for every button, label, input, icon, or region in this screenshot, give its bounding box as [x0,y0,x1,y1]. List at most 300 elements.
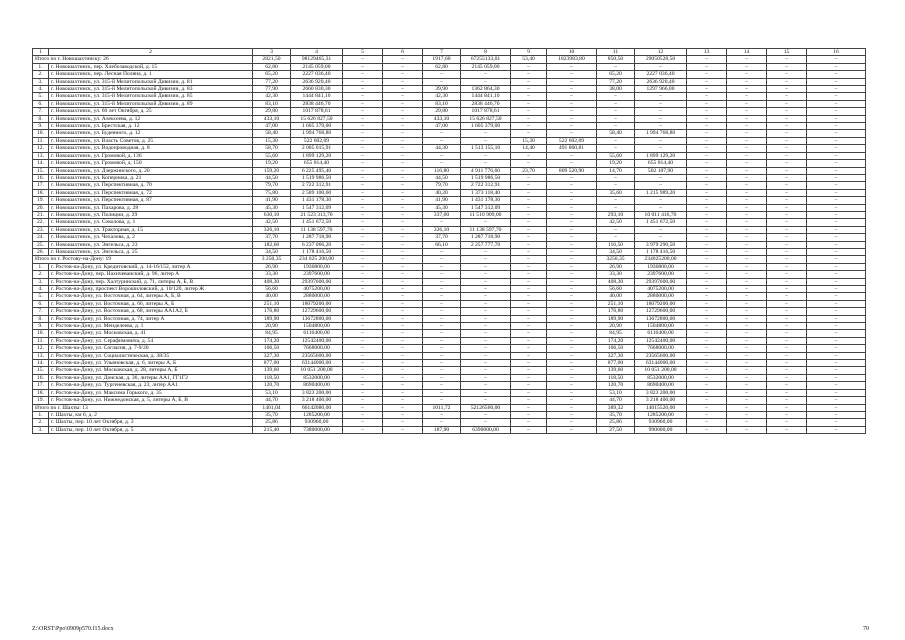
table-cell: – [383,219,423,226]
table-cell: – [511,286,547,293]
table-cell: – [807,426,866,433]
table-cell: – [511,86,547,93]
table-row [33,330,866,337]
table-cell: – [767,167,807,174]
table-cell: – [727,308,767,315]
table-cell: – [511,345,547,352]
group-total-value: 1011,72 [423,404,461,411]
table-cell: – [547,248,597,255]
table-cell: – [511,426,547,433]
property-address: г. Новошахтинск, ул. 315-й Мелитопольской Дивизии, д. 89 [49,100,253,107]
table-cell: – [547,367,597,374]
table-row [33,248,866,255]
table-row [33,419,866,426]
group-total-value: – [383,404,423,411]
group-total-value: 14015520,00 [635,404,687,411]
table-cell: 58,40 [253,130,291,137]
table-cell: – [727,293,767,300]
table-cell: – [383,337,423,344]
table-cell: 337,00 [423,211,461,218]
table-cell: – [767,308,807,315]
table-cell: – [343,308,383,315]
table-cell: – [807,397,866,404]
table-row [33,382,866,389]
table-cell: 34,50 [253,248,291,255]
table-cell: – [383,234,423,241]
table-cell: – [687,367,727,374]
table-cell: – [807,323,866,330]
table-cell: 35,70 [597,411,635,418]
table-cell: 53,10 [597,389,635,396]
table-cell: – [383,241,423,248]
table-cell: – [687,411,727,418]
row-number: 18. [33,389,49,396]
table-cell: 4075200,00 [635,286,687,293]
property-address: г. Новошахтинск, ул. 60 лет Октября, д. 25 [49,108,253,115]
table-cell: – [767,337,807,344]
row-number: 20. [33,204,49,211]
table-cell: – [461,315,511,322]
table-cell: – [807,337,866,344]
table-cell: – [807,293,866,300]
table-cell: – [423,293,461,300]
table-cell: 120,70 [597,382,635,389]
table-cell: 1 605 379,00 [291,123,343,130]
group-total-value: – [727,56,767,63]
table-row [33,130,866,137]
table-cell: – [511,197,547,204]
table-cell: – [343,419,383,426]
table-cell: – [807,300,866,307]
table-cell: – [687,226,727,233]
table-cell: – [461,293,511,300]
table-cell: – [547,197,597,204]
table-row [33,137,866,144]
table-cell: 1 899 129,20 [291,152,343,159]
table-cell: – [727,145,767,152]
table-cell: – [767,189,807,196]
table-cell: – [511,100,547,107]
table-cell: – [547,397,597,404]
table-cell: – [511,315,547,322]
property-address: г. Новошахтинск, ул. Чехалова, д. 2 [49,234,253,241]
table-cell: – [461,271,511,278]
table-cell: – [423,71,461,78]
table-cell: 12729600,00 [291,308,343,315]
table-cell: – [597,123,635,130]
property-address: г. Шахты, пер. 10 лет Октября, д. 3 [49,419,253,426]
table-cell: 408,30 [253,278,291,285]
table-cell: 6116400,00 [291,330,343,337]
table-cell: – [687,308,727,315]
property-address: г. Новошахтинск, пер. Лесная Поляна, д. 1 [49,71,253,78]
table-cell: – [597,115,635,122]
table-cell: – [547,263,597,270]
table-cell: – [423,137,461,144]
table-cell: 1362 864,30 [461,86,511,93]
table-cell: 3 218 400,00 [635,397,687,404]
table-cell: – [461,323,511,330]
table-cell: 15,30 [253,137,291,144]
table-cell: – [727,78,767,85]
table-cell: – [461,137,511,144]
property-address: г. Новошахтинск, ул. Перспективная, д. 72 [49,189,253,196]
table-cell: – [597,137,635,144]
table-cell: 116,50 [597,241,635,248]
property-address: г. Новошахтинск, ул. Перспективная, д. 70 [49,182,253,189]
table-cell: – [727,197,767,204]
table-cell: – [547,419,597,426]
table-cell: 139,60 [597,367,635,374]
table-cell: – [807,234,866,241]
table-cell: – [767,93,807,100]
table-cell: – [383,323,423,330]
property-address: г. Ростов-на-Дону, ул. Кредитовский, д. 14-16/152, литер А [49,263,253,270]
table-cell: – [547,211,597,218]
table-row [33,426,866,433]
table-cell: – [767,219,807,226]
table-cell: 13672800,00 [291,315,343,322]
table-cell: – [511,152,547,159]
table-cell: – [767,419,807,426]
table-cell: 38,00 [597,86,635,93]
table-cell: – [383,352,423,359]
table-cell: – [383,226,423,233]
property-address: г. Новошахтинск, ул. Коперника, д. 21 [49,174,253,181]
table-cell: – [687,293,727,300]
table-cell: – [687,426,727,433]
property-address: г. Новошахтинск, ул. Энгельса, д. 25 [49,248,253,255]
table-cell: 10 051 200,00 [635,367,687,374]
table-cell: – [383,63,423,70]
table-cell: – [807,411,866,418]
property-address: г. Ростов-на-Дону, ул. Восточная, д. 66, литеры А, Б [49,300,253,307]
table-cell: – [767,115,807,122]
table-cell: – [687,419,727,426]
table-cell: – [343,374,383,381]
table-cell: – [687,286,727,293]
table-cell: – [635,234,687,241]
table-cell: – [687,115,727,122]
table-cell: – [807,286,866,293]
table-cell: 1936800,00 [291,263,343,270]
table-cell: 293,10 [597,211,635,218]
table-cell: – [343,123,383,130]
table-row [33,241,866,248]
table-cell: 40,00 [597,293,635,300]
group-total-value: – [767,56,807,63]
row-number: 9. [33,123,49,130]
table-cell: – [511,241,547,248]
table-cell: – [767,360,807,367]
table-cell: – [423,352,461,359]
table-cell: – [635,115,687,122]
table-cell: – [767,389,807,396]
table-cell: – [687,167,727,174]
property-address: г. Новошахтинск, ул. Перспективная, д. 87 [49,197,253,204]
table-cell: – [597,234,635,241]
table-cell: – [423,360,461,367]
table-cell: – [511,248,547,255]
table-cell: – [687,86,727,93]
table-cell: 187,90 [423,426,461,433]
table-cell: – [767,78,807,85]
table-cell: – [807,241,866,248]
table-cell: 66,10 [423,241,461,248]
table-cell: – [383,160,423,167]
table-cell: 8532000,00 [291,374,343,381]
table-cell: – [767,160,807,167]
row-number: 15. [33,367,49,374]
table-cell: – [767,397,807,404]
table-cell: – [383,360,423,367]
table-cell: 84,95 [597,330,635,337]
table-cell: – [383,382,423,389]
property-address: г. Новошахтинск, ул. Громовой, д. 150 [49,160,253,167]
table-cell: – [687,397,727,404]
table-cell: 18079200,00 [291,300,343,307]
table-cell: – [343,248,383,255]
table-cell: 2 005 015,91 [291,145,343,152]
table-cell: – [807,145,866,152]
row-number: 17. [33,382,49,389]
table-cell: – [343,411,383,418]
table-cell: – [727,219,767,226]
table-cell: – [383,263,423,270]
property-address: г. Ростов-на-Дону, ул. Восточная, д. 68, литеры АА1А2, Б [49,308,253,315]
table-cell: – [767,145,807,152]
table-cell: 34,50 [597,248,635,255]
table-cell: – [423,411,461,418]
table-cell: – [635,137,687,144]
table-cell: – [511,374,547,381]
table-cell: 40,00 [253,293,291,300]
table-cell: – [511,397,547,404]
row-number: 6. [33,100,49,107]
property-address: г. Новошахтинск, ул. Власть Советов, д. 25 [49,137,253,144]
table-row [33,263,866,270]
table-row [33,160,866,167]
row-number: 24. [33,234,49,241]
table-cell: – [547,241,597,248]
table-cell: – [727,337,767,344]
table-cell: – [343,71,383,78]
table-cell: – [727,315,767,322]
table-cell: – [511,263,547,270]
table-cell: 62,80 [423,63,461,70]
table-cell: – [767,411,807,418]
table-cell: – [767,300,807,307]
table-cell: – [547,160,597,167]
table-cell: – [511,278,547,285]
table-cell: – [597,204,635,211]
table-cell: 18079200,00 [635,300,687,307]
table-cell: 118,50 [253,374,291,381]
table-cell: 1 994 768,80 [291,130,343,137]
table-row [33,78,866,85]
table-cell: – [767,130,807,137]
table-cell: – [343,174,383,181]
table-cell: – [687,145,727,152]
table-cell: 20,90 [597,323,635,330]
table-cell: – [767,382,807,389]
table-cell: – [727,123,767,130]
group-total-value: – [343,404,383,411]
table-cell: – [343,182,383,189]
table-cell: – [727,93,767,100]
table-row [33,219,866,226]
table-cell: 930960,00 [291,419,343,426]
table-cell: – [547,115,597,122]
table-cell: – [383,293,423,300]
table-cell: 877,00 [597,360,635,367]
table-cell: 42,50 [597,219,635,226]
table-cell: – [383,86,423,93]
table-cell: – [343,100,383,107]
row-number: 5. [33,93,49,100]
table-cell: 11 510 909,00 [461,211,511,218]
table-cell: – [807,219,866,226]
group-total-value: – [727,404,767,411]
table-cell: – [383,389,423,396]
property-address: г. Шахты, км 6, д. 2 [49,411,253,418]
table-cell: – [547,308,597,315]
table-cell: 4 911 776,60 [461,167,511,174]
table-cell: 1 547 312,09 [291,204,343,211]
group-total-value: 234 025 200,00 [291,256,343,263]
table-cell: – [687,315,727,322]
table-cell: 58,70 [253,145,291,152]
table-cell: – [767,323,807,330]
table-cell: – [511,130,547,137]
table-cell: – [383,123,423,130]
table-cell: – [727,263,767,270]
table-cell: – [547,330,597,337]
table-cell: 83,10 [253,100,291,107]
table-cell: – [767,286,807,293]
table-cell: 56,60 [597,286,635,293]
group-total-value: – [687,256,727,263]
table-cell: – [343,345,383,352]
column-number: 11 [597,49,635,56]
table-cell: – [383,182,423,189]
row-number: 12. [33,345,49,352]
table-cell: – [383,130,423,137]
table-cell: – [423,374,461,381]
table-cell: – [767,315,807,322]
table-cell: 8690400,00 [291,382,343,389]
table-row [33,300,866,307]
table-cell: – [461,300,511,307]
table-cell: – [687,160,727,167]
table-cell: 2636 920,40 [291,78,343,85]
table-row [33,182,866,189]
table-cell: – [767,63,807,70]
table-row [33,86,866,93]
table-cell: – [635,100,687,107]
table-cell: – [727,63,767,70]
table-cell: – [383,367,423,374]
table-cell: – [461,382,511,389]
table-cell: – [635,204,687,211]
table-cell: 83,10 [423,100,461,107]
table-cell: – [727,167,767,174]
table-cell: – [727,286,767,293]
table-cell: – [727,345,767,352]
row-number: 21. [33,211,49,218]
table-cell: – [461,419,511,426]
table-cell: – [343,130,383,137]
row-number: 4. [33,286,49,293]
table-cell: – [383,174,423,181]
table-cell: – [343,137,383,144]
table-cell: – [727,211,767,218]
table-cell: – [547,337,597,344]
property-address: г. Новошахтинск, ул. Буденного, д. 12 [49,130,253,137]
table-cell: 47,00 [253,123,291,130]
group-total-value: 1401,04 [253,404,291,411]
table-cell: – [511,337,547,344]
table-cell: – [727,248,767,255]
property-address: г. Ростов-на-Дону, ул. Восточная, д. 64, литеры А, Б, В [49,293,253,300]
table-row [33,145,866,152]
table-cell: – [461,286,511,293]
table-cell: – [423,419,461,426]
table-cell: – [511,300,547,307]
table-row [33,174,866,181]
table-cell: – [727,204,767,211]
group-total-value: – [383,256,423,263]
table-cell: – [461,360,511,367]
property-address: г. Новошахтинск, ул. Тракторная, д. 15 [49,226,253,233]
table-row [33,211,866,218]
table-cell: 1 899 129,20 [635,152,687,159]
column-number: 5 [343,49,383,56]
table-cell: 20,90 [253,323,291,330]
table-row [33,315,866,322]
table-cell: – [423,397,461,404]
table-cell: 23565600,00 [291,352,343,359]
table-cell: 3 823 200,00 [635,389,687,396]
table-cell: – [547,345,597,352]
table-cell: – [807,360,866,367]
group-total-value: – [807,404,866,411]
table-cell: 7668000,00 [291,345,343,352]
property-address: г. Новошахтинск, ул. Громовой, д. 136 [49,152,253,159]
table-cell: 33,30 [597,271,635,278]
table-cell: 6390000,00 [461,426,511,433]
table-cell: 75,80 [253,189,291,196]
table-cell: – [807,352,866,359]
table-row [33,293,866,300]
table-cell: – [807,123,866,130]
table-cell: – [807,137,866,144]
table-cell: – [423,219,461,226]
table-cell: 77,20 [597,78,635,85]
row-number: 2. [33,71,49,78]
property-address: г. Ростов-на-Дону, ул. Серафимовича, д. 54 [49,337,253,344]
table-cell: 189,90 [597,315,635,322]
table-cell: – [343,115,383,122]
table-cell: – [807,374,866,381]
table-cell: – [687,323,727,330]
table-cell: – [687,330,727,337]
table-cell: 8532000,00 [635,374,687,381]
register-body [33,49,866,434]
table-row [33,345,866,352]
table-cell: 139,60 [253,367,291,374]
table-cell: – [547,182,597,189]
